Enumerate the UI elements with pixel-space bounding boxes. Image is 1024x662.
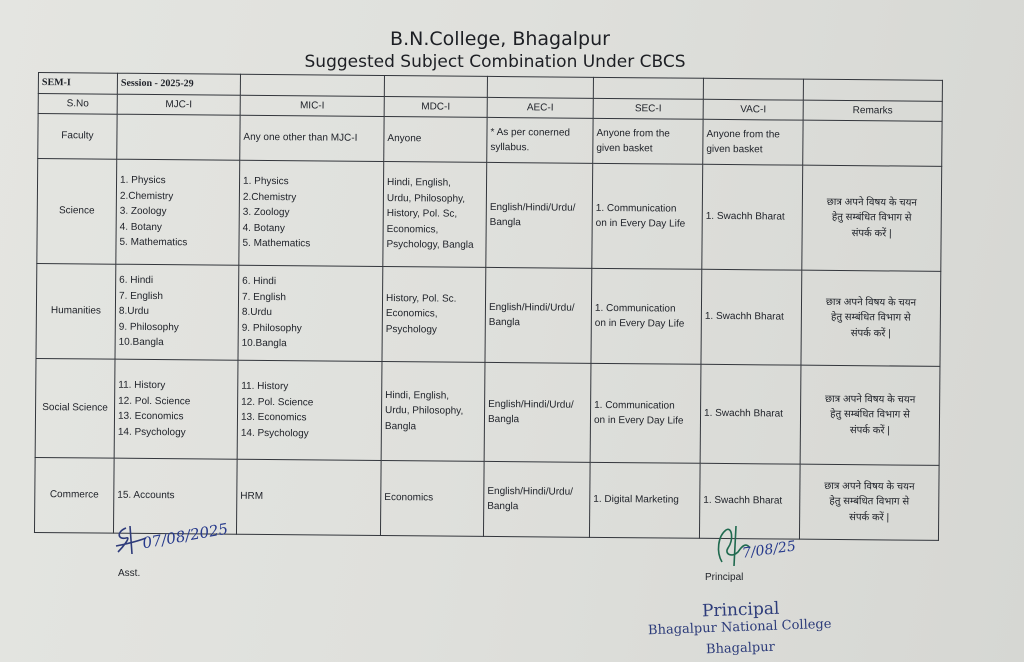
cell-line: Psychology	[385, 323, 437, 336]
cell-line: 5. Mathematics	[119, 236, 188, 249]
sec-cell	[591, 268, 702, 364]
faculty-cell: Humanities	[36, 263, 116, 359]
sec-cell	[593, 118, 703, 164]
cell-line: 11. History	[118, 379, 166, 392]
cell-line: 5. Mathematics	[242, 238, 311, 250]
cell-line: 10.Bangla	[241, 338, 287, 350]
cell-line: 7. English	[241, 291, 287, 303]
column-header: AEC-I	[487, 97, 593, 118]
cell-line: छात्र अपने विषय के चयन	[825, 296, 917, 309]
cell-line: हेतु सम्बंधित विभाग से	[829, 496, 910, 508]
cell-line: छात्र अपने विषय के चयन	[826, 196, 918, 209]
column-header: Remarks	[803, 100, 942, 122]
sec-cell	[590, 363, 701, 463]
mjc-cell	[115, 264, 239, 360]
sec-cell	[589, 462, 700, 538]
cell-line: 11. History	[241, 380, 289, 393]
mic-cell	[236, 459, 381, 535]
cell-line: 8.Urdu	[241, 307, 272, 319]
column-header: SEC-I	[593, 98, 703, 119]
remarks-cell	[799, 464, 939, 540]
cell-line: 1. Swachh Bharat	[705, 211, 785, 223]
cell-line: English/Hindi/Urdu/	[488, 398, 574, 411]
subject-combination-table	[34, 72, 943, 541]
cell-line: संपर्क करें |	[850, 327, 891, 340]
cell-line: English/Hindi/Urdu/	[489, 201, 576, 214]
cell-line: 13. Economics	[117, 410, 184, 423]
table-row	[36, 263, 941, 366]
cell-line: संपर्क करें |	[849, 511, 890, 524]
cell-line: History, Pol. Sc.	[385, 292, 457, 305]
cell-line: Urdu, Philosophy,	[385, 405, 464, 417]
cell-line: 1. Physics	[120, 174, 166, 187]
cell-line: 6. Hindi	[119, 274, 154, 287]
cell-line: Bangla	[384, 420, 417, 433]
college-title: B.N.College, Bhagalpur	[390, 28, 610, 50]
cell-line: Anyone	[387, 133, 422, 145]
mdc-cell	[381, 362, 485, 462]
asst-label: Asst.	[118, 568, 141, 579]
aec-cell	[485, 267, 592, 363]
mic-cell	[239, 160, 384, 266]
cell-line: 3. Zoology	[242, 207, 290, 219]
cell-line: History, Pol. Sc,	[386, 208, 458, 220]
cell-line: 1. Swachh Bharat	[703, 495, 783, 507]
cell-line: Economics,	[386, 223, 439, 236]
aec-cell	[483, 461, 590, 537]
cell-line: 14. Psychology	[240, 427, 309, 439]
column-header: MIC-I	[240, 95, 384, 117]
cell-line: 3. Zoology	[119, 205, 167, 218]
cell-line: given basket	[706, 143, 763, 156]
mic-cell	[238, 265, 383, 361]
cell-line: Economics	[384, 492, 434, 504]
stamp-title: Principal	[701, 598, 780, 622]
vac-cell	[702, 164, 803, 270]
cell-line: Hindi, English,	[385, 389, 450, 402]
stamp-city: Bhagalpur	[705, 639, 776, 658]
cell-line: Anyone from the	[706, 128, 780, 140]
remarks-cell	[803, 120, 942, 166]
asst-date: 07/08/2025	[141, 519, 230, 553]
remarks-cell	[801, 270, 941, 366]
cell-line: 1. Swachh Bharat	[703, 408, 784, 420]
cell-line: 4. Botany	[119, 221, 162, 233]
column-header: MDC-I	[384, 96, 487, 117]
sem-label: SEM-I	[38, 73, 117, 94]
column-header: S.No	[38, 93, 117, 114]
table-row	[38, 114, 942, 167]
cell-line: छात्र अपने विषय के चयन	[824, 480, 915, 493]
session-label: Session - 2025-29	[117, 73, 240, 95]
cell-line: on in Every Day Life	[594, 317, 685, 330]
cell-line: on in Every Day Life	[593, 414, 684, 427]
cell-line: Anyone from the	[596, 127, 670, 140]
vac-cell	[703, 119, 803, 165]
faculty-cell: Social Science	[35, 358, 115, 458]
cell-line: Bangla	[488, 316, 521, 329]
cell-line: Psychology, Bangla	[386, 239, 474, 252]
cell-line: Bangla	[489, 216, 521, 229]
aec-cell	[486, 162, 593, 268]
cell-line: 2.Chemistry	[242, 191, 297, 204]
cell-line: संपर्क करें |	[849, 424, 890, 437]
mdc-cell	[383, 162, 487, 268]
mdc-cell	[384, 117, 487, 163]
cell-line: 12. Pol. Science	[118, 395, 191, 407]
table-row	[37, 159, 942, 272]
cell-line: on in Every Day Life	[595, 217, 686, 230]
cell-line: हेतु सम्बंधित विभाग से	[830, 409, 910, 421]
cell-line: Any one other than MJC-I	[243, 132, 358, 145]
cell-line: 10.Bangla	[118, 336, 164, 349]
cell-line: 1. Physics	[243, 176, 289, 188]
mjc-cell	[116, 159, 240, 265]
cell-line: 4. Botany	[242, 222, 285, 234]
cell-line: 1. Communication	[595, 202, 677, 215]
cell-line: Economics,	[385, 308, 438, 320]
cell-line: 9. Philosophy	[241, 322, 302, 335]
cell-line: syllabus.	[490, 141, 530, 154]
mic-cell	[237, 360, 382, 460]
cell-line: छात्र अपने विषय के चयन	[825, 393, 916, 406]
cell-line: 12. Pol. Science	[241, 396, 314, 408]
cell-line: 15. Accounts	[117, 489, 175, 502]
cell-line: given basket	[596, 142, 653, 155]
table-row	[35, 358, 940, 465]
principal-date: 7/08/25	[741, 538, 797, 562]
sec-cell	[592, 163, 703, 269]
cell-line: हेतु सम्बंधित विभाग से	[831, 212, 912, 224]
aec-cell	[484, 362, 591, 462]
vac-cell	[700, 364, 801, 464]
vac-cell	[701, 269, 802, 365]
remarks-cell	[800, 365, 940, 465]
cell-line: संपर्क करें |	[851, 227, 892, 240]
cell-line: HRM	[240, 491, 264, 503]
cell-line: Hindi, English,	[386, 177, 452, 189]
faculty-cell: Commerce	[34, 457, 114, 533]
mdc-cell	[380, 461, 484, 537]
cell-line: English/Hindi/Urdu/	[487, 485, 574, 498]
mdc-cell	[382, 267, 486, 363]
cell-line: हेतु सम्बंधित विभाग से	[830, 312, 911, 324]
aec-cell	[487, 117, 593, 163]
cell-line: 14. Psychology	[117, 426, 186, 438]
cell-line: 1. Communication	[594, 399, 675, 412]
column-header: MJC-I	[117, 94, 240, 116]
cell-line: Bangla	[487, 500, 519, 513]
principal-label: Principal	[705, 572, 744, 583]
cell-line: 2.Chemistry	[119, 190, 174, 202]
cell-line: 13. Economics	[240, 411, 307, 424]
table-row	[34, 457, 939, 540]
faculty-cell: Science	[37, 159, 117, 265]
cell-line: English/Hindi/Urdu/	[488, 301, 575, 314]
cell-line: 8.Urdu	[118, 305, 149, 318]
cell-line: Bangla	[487, 413, 520, 426]
faculty-cell: Faculty	[38, 114, 117, 160]
cell-line: 1. Digital Marketing	[593, 494, 679, 506]
cell-line: 1. Communication	[594, 302, 676, 315]
cell-line: 1. Swachh Bharat	[704, 311, 784, 323]
mjc-cell	[117, 114, 240, 160]
column-header: VAC-I	[703, 99, 803, 120]
cell-line: Urdu, Philosophy,	[386, 192, 466, 205]
cell-line: 6. Hindi	[242, 276, 277, 288]
remarks-cell	[802, 165, 942, 271]
stamp-college: Bhagalpur National College	[647, 616, 832, 639]
cell-line: * As per conerned	[490, 126, 571, 139]
mic-cell	[240, 115, 384, 161]
cell-line: 7. English	[119, 290, 164, 302]
document-subtitle: Suggested Subject Combination Under CBCS	[304, 52, 686, 72]
mjc-cell	[114, 359, 238, 459]
cell-line: 9. Philosophy	[118, 321, 179, 333]
